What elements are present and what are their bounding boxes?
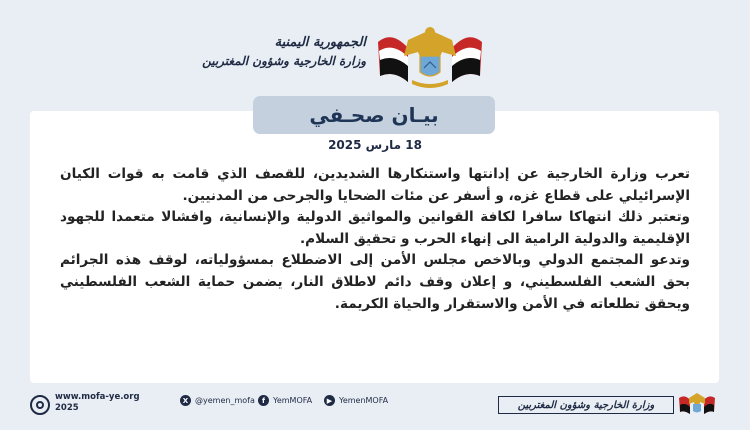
footer-ministry-name: وزارة الخارجية وشؤون المغتربين — [498, 396, 674, 414]
social-facebook[interactable] — [258, 395, 312, 406]
statement-paragraph: وتعتبر ذلك انتهاكا سافرا لكافة القوانين والمواثيق الدولية والإنسانية، وافشالا متعمدا للجهود الإقليمية والدولية الرامية الى إنهاء الحرب و تحقيق السلام. — [60, 209, 690, 247]
statement-body — [60, 164, 690, 315]
footer-year: 2025 — [55, 403, 79, 413]
x-icon: X — [180, 395, 191, 406]
statement-date: 18 مارس 2025 — [328, 138, 422, 152]
yemen-eagle-emblem-icon — [374, 22, 486, 92]
facebook-icon: f — [258, 395, 269, 406]
country-name: الجمهورية اليمنية — [274, 35, 366, 50]
ministry-header-text — [200, 34, 366, 70]
website-link[interactable]: www.mofa-ye.org — [55, 392, 140, 402]
social-handle: @yemen_mofa — [195, 396, 255, 405]
statement-paragraph: تعرب وزارة الخارجية عن إدانتها واستنكارها الشديدين، للقصف الذي قامت به قوات الكيان الإسرائيلي على قطاع غزه، و أسفر عن مئات الضحايا والجرحى من المدنيين. — [60, 166, 690, 204]
footer-site-info — [55, 392, 140, 414]
statement-paragraph: وتدعو المجتمع الدولي وبالاخص مجلس الأمن إلى الاضطلاع بمسؤولياته، لوقف هذه الجرائم بحق الشعب الفلسطيني، و إعلان وقف دائم لاطلاق النار، يضمن حماية الشعب الفلسطيني ويحقق تطلعاته في الأمن والاستقرار والحياة الكريمة. — [60, 252, 690, 312]
social-handle: YemMOFA — [273, 396, 313, 405]
ministry-name: وزارة الخارجية وشؤون المغتربين — [202, 54, 366, 68]
social-x[interactable] — [180, 395, 255, 406]
header — [0, 0, 750, 96]
ministry-site-logo-icon — [30, 395, 50, 415]
title-tab — [253, 96, 495, 134]
youtube-icon: ▶ — [324, 395, 335, 406]
social-youtube[interactable] — [324, 395, 388, 406]
social-handle: YemenMOFA — [339, 396, 389, 405]
footer-eagle-emblem-icon — [677, 390, 717, 418]
statement-title: بيـان صحـفي — [309, 103, 439, 127]
